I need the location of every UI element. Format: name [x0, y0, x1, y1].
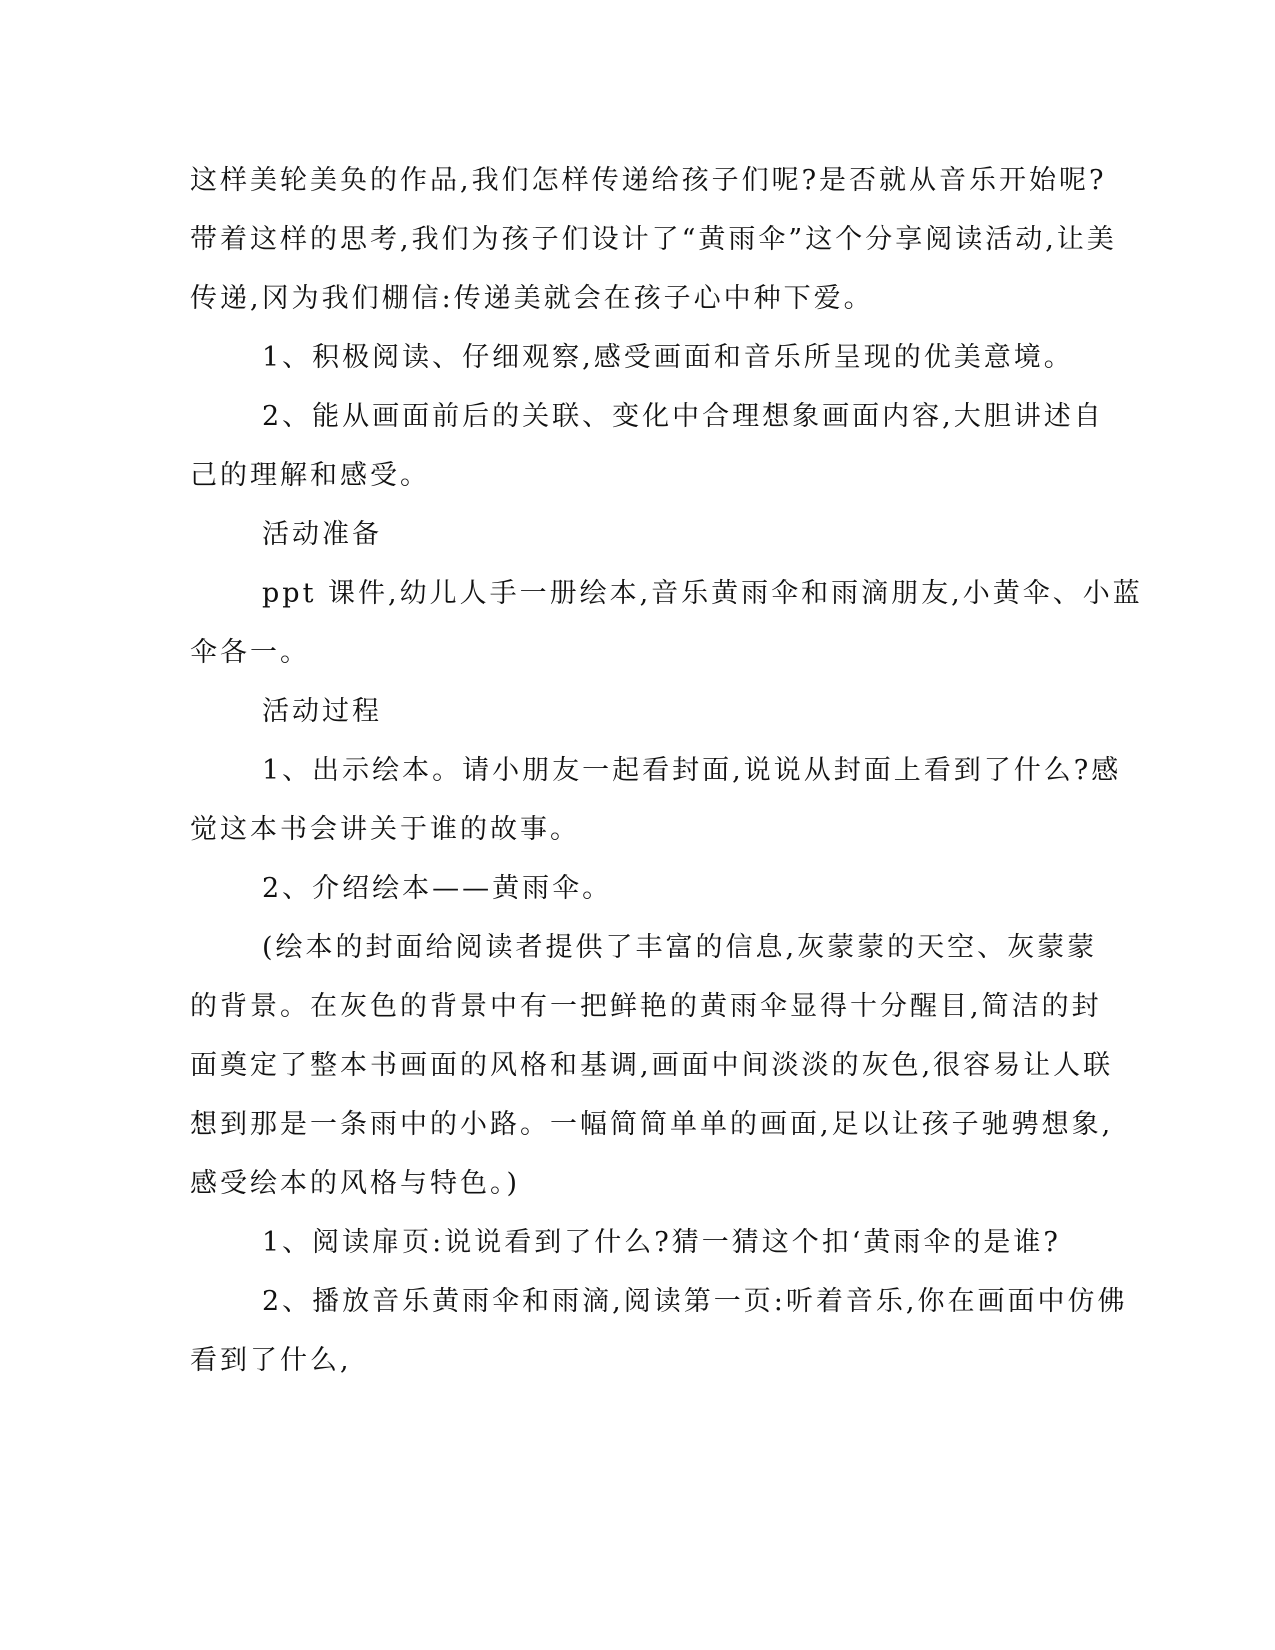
section-heading: 活动过程	[262, 696, 382, 727]
text-line: 面奠定了整本书画面的风格和基调,画面中间淡淡的灰色,很容易让人联	[190, 1050, 1114, 1081]
text-line: 1、阅读扉页:说说看到了什么?猜一猜这个扣‘黄雨伞的是谁?	[262, 1227, 1061, 1258]
text-line: 2、介绍绘本——黄雨伞。	[262, 873, 613, 904]
text-line: 带着这样的思考,我们为孩子们设计了“黄雨伞”这个分享阅读活动,让美	[190, 224, 1117, 255]
text-line: 的背景。在灰色的背景中有一把鲜艳的黄雨伞显得十分醒目,简洁的封	[190, 991, 1102, 1022]
text-line: 感受绘本的风格与特色。)	[190, 1168, 521, 1199]
text-line: 2、能从画面前后的关联、变化中合理想象画面内容,大胆讲述自	[262, 401, 1104, 432]
text-line: 这样美轮美奂的作品,我们怎样传递给孩子们呢?是否就从音乐开始呢?	[190, 165, 1107, 196]
text-line: 己的理解和感受。	[190, 460, 430, 491]
text-line: 看到了什么,	[190, 1345, 352, 1376]
text-line: ppt 课件,幼儿人手一册绘本,音乐黄雨伞和雨滴朋友,小黄伞、小蓝	[262, 578, 1143, 609]
text-line: 2、播放音乐黄雨伞和雨滴,阅读第一页:听着音乐,你在画面中仿佛	[262, 1286, 1128, 1317]
text-line: 传递,冈为我们棚信:传递美就会在孩子心中种下爱。	[190, 283, 874, 314]
text-line: 1、积极阅读、仔细观察,感受画面和音乐所呈现的优美意境。	[262, 342, 1074, 373]
text-line: (绘本的封面给阅读者提供了丰富的信息,灰蒙蒙的天空、灰蒙蒙	[262, 932, 1098, 963]
text-line: 1、出示绘本。请小朋友一起看封面,说说从封面上看到了什么?感	[262, 755, 1122, 786]
text-line: 伞各一。	[190, 637, 310, 668]
text-line: 觉这本书会讲关于谁的故事。	[190, 814, 580, 845]
section-heading: 活动准备	[262, 519, 382, 550]
text-line: 想到那是一条雨中的小路。一幅简简单单的画面,足以让孩子驰骋想象,	[190, 1109, 1114, 1140]
